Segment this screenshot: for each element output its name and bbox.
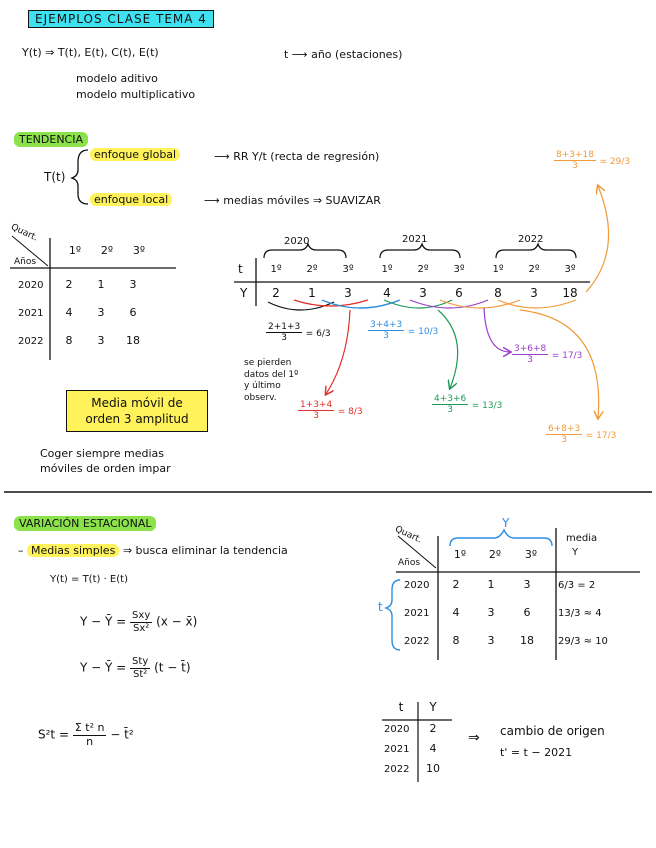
row-year: 2021 [18, 308, 44, 319]
ma-arc-orange [498, 300, 576, 308]
ma-result: = 6/3 [305, 328, 331, 339]
ma-denominator: 3 [313, 411, 319, 422]
cell-value: 8 [452, 634, 460, 647]
eq-left: S²t = [38, 727, 70, 742]
timeline-quarter: 2º [306, 264, 318, 275]
cell-value: 3 [523, 578, 531, 591]
ma-numerator: 6+8+3 [548, 424, 581, 434]
row-year: 2022 [404, 636, 430, 647]
timeline-value: 1 [308, 286, 316, 300]
timeline-value: 2 [272, 286, 280, 300]
model-additive: modelo aditivo [76, 72, 158, 85]
ma-result: = 10/3 [407, 326, 439, 337]
cell-media: 6/3 = 2 [558, 580, 596, 591]
quarter-header: 1º [68, 244, 82, 257]
medias-simples-label: Medias simples [27, 544, 119, 557]
ma-denominator: 3 [383, 331, 389, 342]
decomposition-formula: Y(t) ⇒ T(t), E(t), C(t), E(t) [22, 46, 159, 59]
enfoque-local-label: enfoque local [90, 193, 172, 206]
model-multiplicative: modelo multiplicativo [76, 88, 196, 101]
medias-simples-line: – Medias simples ⇒ busca eliminar la tendencia [18, 544, 288, 557]
note-line: Coger siempre medias [40, 447, 164, 460]
cell-value: 8 [65, 334, 73, 347]
timeline-year: 2022 [518, 234, 544, 245]
multiplicative-formula: Y(t) = T(t) · E(t) [50, 574, 128, 585]
ma-numerator: 8+3+18 [556, 150, 594, 160]
table-corner-line [398, 536, 436, 568]
timeline-quarter: 2º [528, 264, 540, 275]
enfoque-global-result: ⟶ RR Y/t (recta de regresión) [214, 150, 380, 163]
cell-value: 10 [426, 762, 440, 775]
timeline-value: 3 [530, 286, 538, 300]
timeline-value: 18 [562, 286, 578, 300]
ma-denominator: 3 [281, 333, 287, 344]
eq-right: (t − t̄) [154, 660, 191, 675]
cell-value: 6 [129, 306, 137, 319]
note-line: y último [244, 381, 281, 392]
eq-left: Y − Ȳ = [80, 614, 127, 629]
year-brace [264, 244, 346, 258]
media-header-text: Y [572, 547, 579, 558]
eq-den: n [86, 734, 94, 748]
quarter-header: 3º [132, 244, 146, 257]
table-corner-bottom: Años [14, 257, 37, 267]
t-brace [386, 580, 400, 650]
ma-result: = 13/3 [471, 400, 503, 411]
timeline-t-label: t [238, 262, 243, 276]
cell-value: 3 [97, 334, 105, 347]
ma-numerator: 3+4+3 [370, 320, 403, 330]
arrow-red [326, 310, 350, 394]
quarter-header: 2º [488, 548, 502, 561]
eq-num: Sty [132, 656, 149, 667]
cell-value: 2021 [384, 744, 410, 755]
timeline-quarter: 1º [381, 264, 393, 275]
timeline-value: 4 [383, 286, 391, 300]
eq-right: (x − x̄) [156, 614, 198, 629]
arrow-green [438, 310, 458, 388]
trend-brace [72, 150, 88, 204]
timeline-value: 8 [494, 286, 502, 300]
small-table-head: Y [429, 700, 437, 714]
row-year: 2021 [404, 608, 430, 619]
enfoque-global-label: enfoque global [90, 148, 180, 161]
cell-value: 2022 [384, 764, 410, 775]
timeline-quarter: 2º [417, 264, 429, 275]
row-year: 2020 [404, 580, 430, 591]
ma-numerator: 2+1+3 [268, 322, 301, 332]
small-table-head: t [398, 700, 404, 714]
timeline-y-label: Y [240, 286, 248, 300]
note-line: observ. [244, 393, 277, 404]
moving-average-box: Media móvil de orden 3 amplitud [66, 390, 208, 432]
eq-num: Σ t² n [74, 721, 105, 734]
timeline-year: 2021 [402, 234, 428, 245]
cell-value: 3 [97, 306, 105, 319]
table2-y-label: Y [502, 516, 510, 530]
ma-numerator: 4+3+6 [434, 394, 467, 404]
cell-value: 4 [429, 742, 437, 755]
year-brace [496, 244, 576, 258]
year-brace [380, 244, 460, 258]
timeline-quarter: 1º [492, 264, 504, 275]
cell-value: 2 [429, 722, 437, 735]
cell-value: 2 [452, 578, 460, 591]
t-meaning: t ⟶ año (estaciones) [284, 48, 403, 61]
timeline-value: 6 [455, 286, 463, 300]
eq-right: − t̄² [110, 727, 134, 742]
table-corner-top: Quart. [393, 524, 424, 546]
note-line: móviles de orden impar [40, 462, 171, 476]
timeline-year: 2020 [284, 236, 310, 247]
note-line: se pierden [244, 358, 292, 368]
row-year: 2022 [18, 336, 44, 347]
quarter-header: 1º [453, 548, 467, 561]
ma-denominator: 3 [572, 161, 578, 172]
cell-media: 29/3 ≈ 10 [558, 636, 608, 647]
tendencia-heading: TENDENCIA [14, 132, 88, 147]
table2-t-label: t [378, 600, 383, 614]
table-corner-line [12, 236, 48, 266]
cell-value: 18 [520, 634, 534, 647]
cell-value: 4 [452, 606, 460, 619]
cell-value: 1 [97, 278, 105, 291]
cell-value: 2020 [384, 724, 410, 735]
ma-result: = 8/3 [337, 406, 363, 417]
eq-num: Sxy [132, 610, 151, 621]
enfoque-local-result: ⟶ medias móviles ⇒ SUAVIZAR [204, 194, 381, 207]
page-title: EJEMPLOS CLASE TEMA 4 [28, 10, 214, 28]
table-corner-top: Quart. [9, 222, 40, 244]
cell-value: 3 [129, 278, 137, 291]
quarter-header: 3º [524, 548, 538, 561]
eq-left: Y − Ȳ = [80, 660, 127, 675]
ma-numerator: 1+3+4 [300, 400, 333, 410]
ma-denominator: 3 [447, 405, 453, 416]
cell-value: 3 [487, 634, 495, 647]
table-corner-bottom: Años [398, 558, 421, 568]
ma-result: = 17/3 [585, 430, 617, 441]
eq-den: St² [133, 668, 148, 680]
cell-value: 18 [126, 334, 140, 347]
ma-denominator: 3 [527, 355, 533, 366]
timeline-quarter: 3º [342, 264, 354, 275]
cell-value: 2 [65, 278, 73, 291]
timeline-quarter: 3º [453, 264, 465, 275]
ma-denominator: 3 [561, 435, 567, 446]
cell-value: 3 [487, 606, 495, 619]
arrow-orange [520, 310, 599, 418]
cell-value: 1 [487, 578, 495, 591]
cambio-formula: t' = t − 2021 [500, 746, 573, 759]
timeline-value: 3 [419, 286, 427, 300]
row-year: 2020 [18, 280, 44, 291]
timeline-quarter: 1º [270, 264, 282, 275]
implies-arrow: ⇒ [468, 730, 480, 746]
media-header-text: media [566, 533, 598, 544]
eq-den: Sx² [133, 622, 150, 634]
cambio-origen: cambio de origen [500, 724, 605, 738]
ma-numerator: 3+6+8 [514, 344, 547, 354]
note-line: datos del 1º [244, 369, 299, 380]
ma-result: = 29/3 [599, 156, 631, 167]
timeline-value: 3 [344, 286, 352, 300]
trend-symbol: T(t) [44, 170, 66, 184]
y-brace [450, 530, 552, 546]
variacion-heading: VARIACIÓN ESTACIONAL [14, 516, 156, 531]
quarter-header: 2º [100, 244, 114, 257]
cell-media: 13/3 ≈ 4 [558, 608, 602, 619]
ma-result: = 17/3 [551, 350, 583, 361]
arrow-orange [586, 186, 609, 292]
cell-value: 6 [523, 606, 531, 619]
cell-value: 4 [65, 306, 73, 319]
medias-simples-rest: ⇒ busca eliminar la tendencia [122, 544, 288, 557]
timeline-quarter: 3º [564, 264, 576, 275]
arrow-purple [484, 308, 510, 352]
